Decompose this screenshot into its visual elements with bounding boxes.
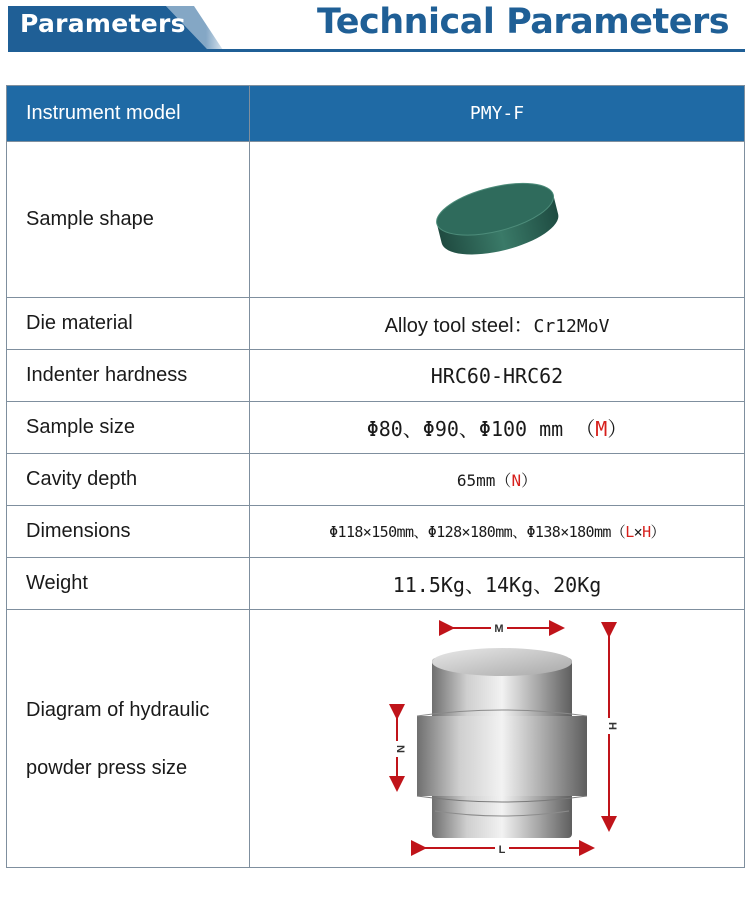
dims-close: ） — [650, 523, 665, 541]
depth-value-text: 65mm（ — [456, 471, 512, 490]
size-value — [250, 402, 745, 454]
table-row-dims — [7, 506, 745, 558]
shape-value — [250, 142, 745, 298]
dims-sep: × — [633, 523, 643, 541]
page-title: Technical Parameters — [317, 2, 730, 42]
diagram-value — [250, 610, 745, 868]
size-value-text: Φ80、Φ90、Φ100 mm （ — [366, 417, 596, 441]
dims-mark-h: H — [642, 523, 651, 541]
diagram-label-line2: powder press size — [26, 756, 188, 779]
green-disc-sample-image — [427, 167, 567, 267]
dims-label: Dimensions — [7, 506, 250, 558]
shape-label: Sample shape — [7, 142, 250, 298]
table-row-shape — [7, 142, 745, 298]
table-row-diagram — [7, 610, 745, 868]
die-value — [250, 298, 745, 350]
press-mold-diagram — [377, 616, 617, 856]
table-row-depth — [7, 454, 745, 506]
depth-label: Cavity depth — [7, 454, 250, 506]
table-row-die — [7, 298, 745, 350]
table-row-size — [7, 402, 745, 454]
dims-mark-l: L — [625, 523, 634, 541]
dim-label-m: M — [494, 622, 504, 635]
size-label: Sample size — [7, 402, 250, 454]
table-row-hardness — [7, 350, 745, 402]
page-header — [0, 0, 750, 60]
die-value-code: Cr12MoV — [533, 316, 610, 337]
die-label: Die material — [7, 298, 250, 350]
size-close: ） — [607, 417, 628, 441]
hardness-label: Indenter hardness — [7, 350, 250, 402]
weight-value: 11.5Kg、14Kg、20Kg — [250, 558, 745, 610]
size-mark: M — [595, 417, 608, 441]
depth-close: ） — [521, 471, 538, 490]
dims-value-text: Φ118×150mm、Φ128×180mm、Φ138×180mm（ — [329, 523, 626, 541]
dim-label-n: N — [394, 744, 406, 753]
spec-table — [6, 85, 745, 868]
header-tab-label: Parameters — [20, 9, 186, 38]
table-row-weight — [7, 558, 745, 610]
model-label: Instrument model — [7, 86, 250, 142]
table-row-model — [7, 86, 745, 142]
hardness-value: HRC60-HRC62 — [250, 350, 745, 402]
dim-label-h: H — [606, 721, 617, 730]
diagram-label — [7, 610, 250, 868]
model-value: PMY-F — [250, 86, 745, 142]
die-value-text: Alloy tool steel： — [384, 315, 534, 337]
dim-label-l: L — [498, 843, 506, 856]
depth-mark: N — [511, 471, 522, 490]
weight-label: Weight — [7, 558, 250, 610]
depth-value — [250, 454, 745, 506]
dims-value — [250, 506, 745, 558]
header-rule — [8, 49, 745, 52]
diagram-label-line1: Diagram of hydraulic — [26, 698, 210, 721]
